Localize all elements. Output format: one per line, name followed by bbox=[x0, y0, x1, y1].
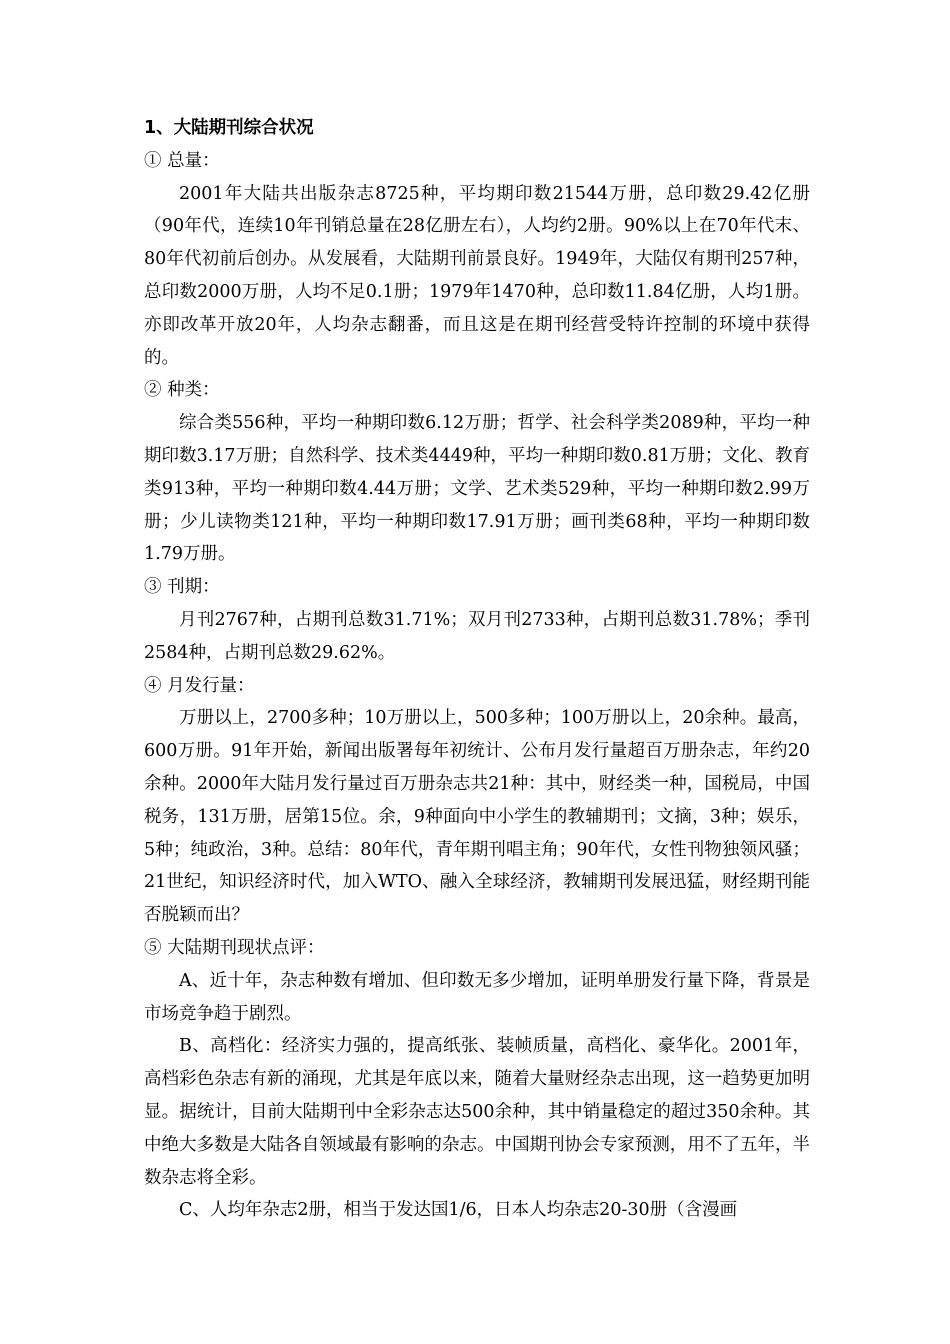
paragraph-review-c: C、人均年杂志2册，相当于发达国1/6，日本人均杂志20-30册（含漫画 bbox=[179, 1200, 738, 1221]
paragraph-categories: 综合类556种，平均一种期印数6.12万册；哲学、社会科学类2089种，平均一种期印数3.17万册；自然科学、技术类4449种，平均一种期印数0.81万册；文化、教育类913种，平均一种期印数4.44万册；文学、艺术类529种，平均一种期印数2.99万册；少儿读物类121种，平均一种期印数17.91万册；画刊类68种，平均一种期印数1.79万册。 bbox=[144, 413, 810, 565]
document-title: 1、大陆期刊综合状况 bbox=[144, 118, 314, 138]
section-label-review: ⑤ 大陆期刊现状点评： bbox=[144, 937, 325, 958]
paragraph-review-a: A、近十年，杂志种数有增加、但印数无多少增加，证明单册发行量下降，背景是市场竞争趋于剧烈。 bbox=[144, 970, 810, 1024]
paragraph-frequency: 月刊2767种，占期刊总数31.71%；双月刊2733种，占期刊总数31.78%；季刊2584种，占期刊总数29.62%。 bbox=[144, 609, 810, 663]
paragraph-review-b: B、高档化：经济实力强的，提高纸张、装帧质量，高档化、豪华化。2001年，高档彩色杂志有新的涌现，尤其是年底以来，随着大量财经杂志出现，这一趋势更加明显。据统计，目前大陆期刊中全彩杂志达500余种，其中销量稳定的超过350余种。其中绝大多数是大陆各自领域最有影响的杂志。中国期刊协会专家预测，用不了五年，半数杂志将全彩。 bbox=[144, 1036, 810, 1188]
document-page bbox=[144, 112, 810, 1227]
section-label-frequency: ③ 刊期： bbox=[144, 577, 220, 598]
paragraph-circulation: 万册以上，2700多种；10万册以上，500多种；100万册以上，20余种。最高，600万册。91年开始，新闻出版署每年初统计、公布月发行量超百万册杂志，年约20余种。2000年大陆月发行量过百万册杂志共21种：其中，财经类一种，国税局，中国税务，131万册，居第15位。余，9种面向中小学生的教辅期刊；文摘，3种；娱乐，5种；纯政治，3种。总结：80年代，青年期刊唱主角；90年代，女性刊物独领风骚；21世纪，知识经济时代，加入WTO、融入全球经济，教辅期刊发展迅猛，财经期刊能否脱颖而出？ bbox=[144, 708, 810, 926]
section-label-categories: ② 种类： bbox=[144, 380, 220, 401]
paragraph-total: 2001年大陆共出版杂志8725种，平均期印数21544万册，总印数29.42亿册（90年代，连续10年刊销总量在28亿册左右），人均约2册。90%以上在70年代末、80年代初前后创办。从发展看，大陆期刊前景良好。1949年，大陆仅有期刊257种，总印数2000万册，人均不足0.1册；1979年1470种，总印数11.84亿册，人均1册。亦即改革开放20年，人均杂志翻番，而且这是在期刊经营受特许控制的环境中获得的。 bbox=[144, 183, 810, 368]
section-label-total: ① 总量： bbox=[144, 150, 220, 171]
section-label-circulation: ④ 月发行量： bbox=[144, 675, 255, 696]
